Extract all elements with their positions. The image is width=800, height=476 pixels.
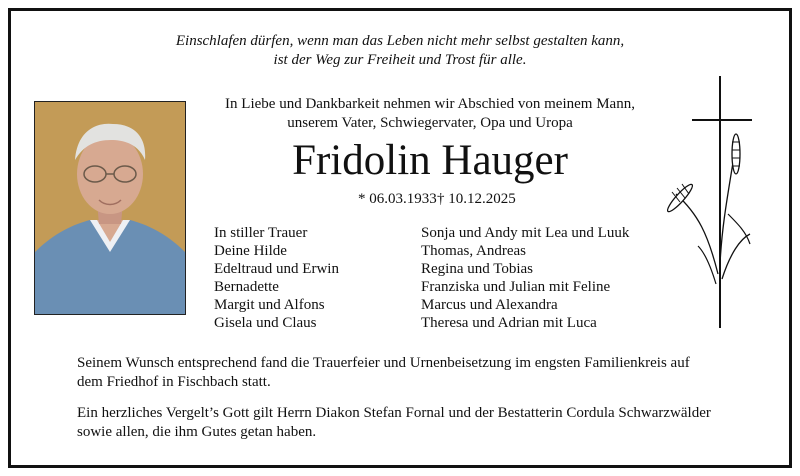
ceremony-note bbox=[77, 354, 767, 392]
birth-date: * 06.03.1933 bbox=[358, 191, 437, 207]
mourner-line: Franziska und Julian mit Feline bbox=[421, 279, 611, 295]
mourner-line: Bernadette bbox=[214, 279, 279, 295]
mourner-line: Marcus und Alexandra bbox=[421, 297, 558, 313]
mourner-line: Thomas, Andreas bbox=[421, 243, 526, 259]
mourners-right-column bbox=[421, 224, 629, 332]
intro-line-2: unserem Vater, Schwiegervater, Opa und Uropa bbox=[287, 115, 573, 131]
motto-line-2: ist der Weg zur Freiheit und Trost für alle. bbox=[273, 52, 527, 68]
portrait-photo bbox=[34, 101, 186, 315]
mourner-line: Sonja und Andy mit Lea und Luuk bbox=[421, 225, 630, 241]
cross-with-wheat-icon bbox=[658, 74, 758, 330]
death-date: † 10.12.2025 bbox=[437, 191, 516, 207]
mourner-line: Theresa und Adrian mit Luca bbox=[421, 315, 597, 331]
portrait-image bbox=[35, 102, 185, 314]
mourner-line: Gisela und Claus bbox=[214, 315, 317, 331]
intro-line-1: In Liebe und Dankbarkeit nehmen wir Abschied von meinem Mann, bbox=[225, 96, 635, 112]
thanks-note-line-2: sowie allen, die ihm Gutes getan haben. bbox=[77, 424, 317, 440]
mourner-line: Margit und Alfons bbox=[214, 297, 325, 313]
ceremony-note-line-1: Seinem Wunsch entsprechend fand die Trauerfeier und Urnenbeisetzung im engsten Familienkreis auf bbox=[77, 355, 690, 371]
ceremony-note-line-2: dem Friedhof in Fischbach statt. bbox=[77, 374, 271, 390]
mourner-line: Deine Hilde bbox=[214, 243, 287, 259]
thanks-note bbox=[77, 404, 767, 442]
deceased-name: Fridolin Hauger bbox=[292, 137, 568, 184]
mourners-left-column bbox=[214, 224, 339, 332]
mourner-line: Regina und Tobias bbox=[421, 261, 533, 277]
thanks-note-line-1: Ein herzliches Vergelt’s Gott gilt Herrn Diakon Stefan Fornal und der Bestatterin Cordula Schwarzwälder bbox=[77, 405, 711, 421]
mourner-line: Edeltraud und Erwin bbox=[214, 261, 339, 277]
motto-line-1: Einschlafen dürfen, wenn man das Leben nicht mehr selbst gestalten kann, bbox=[175, 33, 625, 49]
mourner-line: In stiller Trauer bbox=[214, 225, 308, 241]
